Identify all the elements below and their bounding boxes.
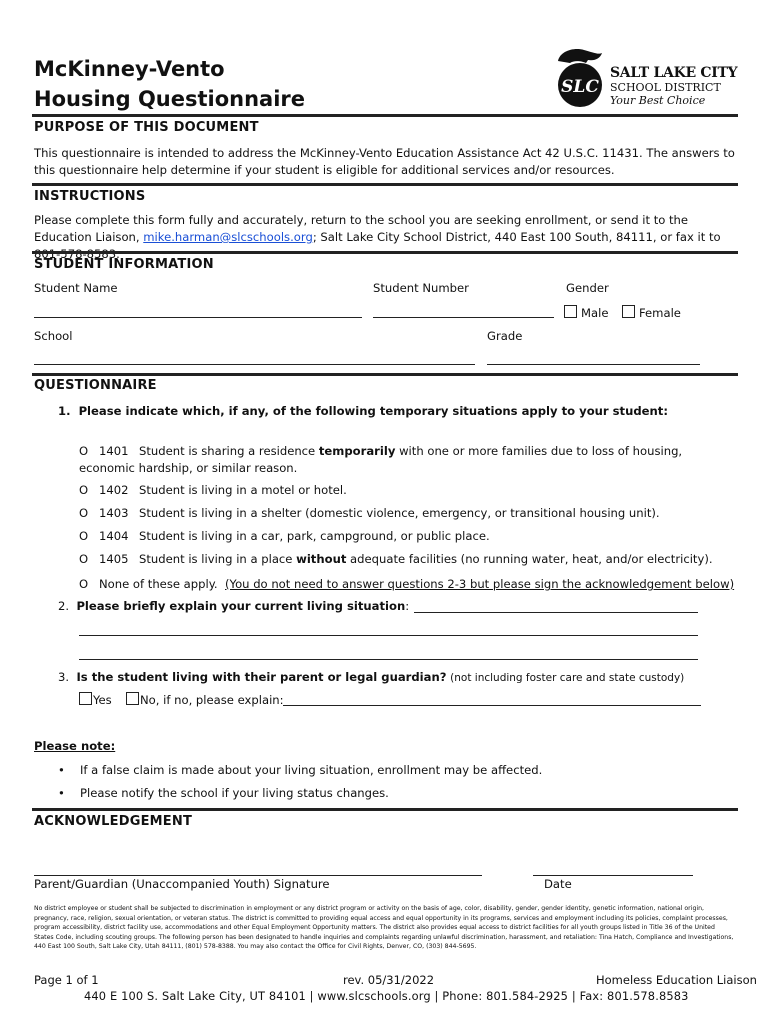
divider — [32, 183, 738, 186]
option-text-start: Student is sharing a residence — [139, 444, 319, 458]
grade-field[interactable] — [487, 364, 700, 365]
date-field[interactable] — [533, 875, 693, 876]
option-radio[interactable]: O — [79, 552, 89, 566]
divider — [32, 114, 738, 117]
title-line-2: Housing Questionnaire — [34, 87, 306, 111]
question-2-text: Please briefly explain your current living situation — [76, 599, 406, 613]
student-info-heading: STUDENT INFORMATION — [34, 257, 214, 272]
divider — [32, 808, 738, 811]
option-code: 1402 — [99, 483, 129, 497]
instructions-text-end: ; Salt Lake City School District, 440 East 100 South, 84111, or fax it to 801-578-8583. — [34, 230, 721, 261]
option-1401[interactable] — [79, 443, 729, 477]
note-item — [58, 786, 389, 800]
option-1404[interactable] — [79, 528, 729, 545]
question-2 — [58, 599, 409, 613]
option-text: Student is living in a car, park, campground, or public place. — [139, 529, 490, 543]
option-radio[interactable]: O — [79, 506, 89, 520]
question-2-number: 2. — [58, 599, 70, 613]
question-3 — [58, 670, 684, 684]
school-label: School — [34, 329, 73, 343]
gender-male-option — [564, 305, 608, 320]
question-1 — [58, 404, 668, 418]
no-option — [126, 692, 284, 707]
yes-option — [79, 692, 112, 707]
option-code: 1404 — [99, 529, 129, 543]
option-1405[interactable] — [79, 551, 729, 568]
question-3-note: (not including foster care and state custody) — [450, 672, 685, 684]
student-name-field[interactable] — [34, 317, 362, 318]
note-item-text: Please notify the school if your living status changes. — [80, 786, 389, 800]
grade-label: Grade — [487, 329, 523, 343]
school-field[interactable] — [34, 364, 475, 365]
department-name: Homeless Education Liaison — [596, 973, 757, 987]
guardian-explanation-field[interactable] — [283, 705, 701, 706]
title-line-1: McKinney-Vento — [34, 57, 225, 81]
question-3-text: Is the student living with their parent or legal guardian? — [76, 670, 447, 684]
signature-field[interactable] — [34, 875, 482, 876]
option-none-note: (You do not need to answer questions 2-3 but please sign the acknowledgement below) — [225, 577, 735, 591]
revision-date: rev. 05/31/2022 — [343, 973, 435, 987]
instructions-text-start: Please complete this form fully and accurately, return to the school you are seeking enrollment, or send it to the Education Liaison, — [34, 213, 689, 244]
liaison-email-link[interactable]: mike.harman@slcschools.org — [143, 230, 313, 244]
page-title — [34, 54, 305, 114]
divider — [32, 373, 738, 376]
bullet-icon: • — [58, 763, 65, 777]
option-radio[interactable]: O — [79, 483, 89, 497]
divider — [32, 251, 738, 254]
footer-address: 440 E 100 S. Salt Lake City, UT 84101 | www.slcschools.org | Phone: 801.584-2925 | Fax: 801.578.8583 — [84, 989, 689, 1003]
gender-female-option — [622, 305, 681, 320]
district-logo-mark — [552, 47, 610, 109]
question-1-number: 1. — [58, 404, 71, 418]
yes-checkbox[interactable] — [79, 692, 92, 705]
option-text-start: Student is living in a place — [139, 552, 297, 566]
yes-label: Yes — [93, 693, 112, 707]
question-1-text: Please indicate which, if any, of the following temporary situations apply to your student: — [78, 404, 668, 418]
page-number: Page 1 of 1 — [34, 973, 99, 987]
option-radio[interactable]: O — [79, 529, 89, 543]
option-radio[interactable]: O — [79, 444, 89, 458]
district-logo — [552, 47, 742, 109]
gender-label: Gender — [566, 281, 609, 295]
question-3-number: 3. — [58, 670, 70, 684]
option-text-end: with one or more families due to loss of housing, economic hardship, or similar reason. — [79, 444, 683, 475]
logo-line-2: SCHOOL DISTRICT — [610, 81, 721, 94]
instructions-text — [34, 212, 740, 263]
student-number-label: Student Number — [373, 281, 469, 295]
purpose-text: This questionnaire is intended to address the McKinney-Vento Education Assistance Act 42 U.S.C. 11431. The answers to this questionnaire help determine if your student is eligible for additional services and/or resources. — [34, 146, 735, 177]
option-1402[interactable] — [79, 482, 729, 499]
option-emphasis: temporarily — [318, 444, 396, 458]
option-text-end: adequate facilities (no running water, heat, and/or electricity). — [346, 552, 713, 566]
student-number-field[interactable] — [373, 317, 554, 318]
no-checkbox[interactable] — [126, 692, 139, 705]
option-code: 1403 — [99, 506, 129, 520]
note-heading: Please note: — [34, 739, 116, 753]
living-situation-field-line-3[interactable] — [79, 659, 698, 660]
logo-monogram: SLC — [561, 77, 599, 97]
option-text: Student is living in a shelter (domestic violence, emergency, or transitional housing unit). — [139, 506, 660, 520]
option-code: 1401 — [99, 444, 129, 458]
option-1403[interactable] — [79, 505, 729, 522]
male-label: Male — [581, 306, 609, 320]
no-label: No, if no, please explain: — [140, 693, 284, 707]
purpose-heading: PURPOSE OF THIS DOCUMENT — [34, 120, 259, 135]
signature-label: Parent/Guardian (Unaccompanied Youth) Signature — [34, 877, 330, 891]
option-radio[interactable]: O — [79, 577, 89, 591]
option-none-text: None of these apply. — [99, 577, 218, 591]
bullet-icon: • — [58, 786, 65, 800]
option-text: Student is living in a motel or hotel. — [139, 483, 347, 497]
female-label: Female — [639, 306, 681, 320]
female-checkbox[interactable] — [622, 305, 635, 318]
date-label: Date — [544, 877, 572, 891]
option-code: 1405 — [99, 552, 129, 566]
option-none[interactable] — [79, 576, 739, 593]
logo-tagline: Your Best Choice — [610, 94, 706, 107]
acknowledgement-heading: ACKNOWLEDGEMENT — [34, 814, 193, 829]
questionnaire-heading: QUESTIONNAIRE — [34, 378, 157, 393]
question-2-colon: : — [405, 599, 410, 613]
option-emphasis: without — [296, 552, 347, 566]
note-item — [58, 763, 542, 777]
note-item-text: If a false claim is made about your living situation, enrollment may be affected. — [80, 763, 543, 777]
living-situation-field[interactable] — [414, 612, 698, 613]
nondiscrimination-statement: No district employee or student shall be subjected to discrimination in employment or any district program or activity on the basis of age, color, disability, gender, gender identity, genetic information, national origin, pregnancy, race, religion, sexual orientation, or veteran status. The district is committed to providing equal access and equal opportunity in its programs, services and employment including its policies, complaint processes, program accessibility, district facility use, accommodations and other Equal Employment Opportunity matters. The district also provides equal access to district facilities for all youth groups listed in Title 36 of the United States Code, including scouting groups. The following person has been designated to handle inquiries and complaints regarding unlawful discrimination, harassment, and retaliation: Tina Hatch, Compliance and Investigations, 440 East 100 South, Salt Lake City, Utah 84111, (801) 578-8388. You may also contact the Office for Civil Rights, Denver, CO, (303) 844-5695. — [34, 905, 734, 950]
student-name-label: Student Name — [34, 281, 118, 295]
male-checkbox[interactable] — [564, 305, 577, 318]
instructions-heading: INSTRUCTIONS — [34, 189, 146, 204]
logo-line-1: SALT LAKE CITY — [610, 65, 738, 81]
living-situation-field-line-2[interactable] — [79, 635, 698, 636]
